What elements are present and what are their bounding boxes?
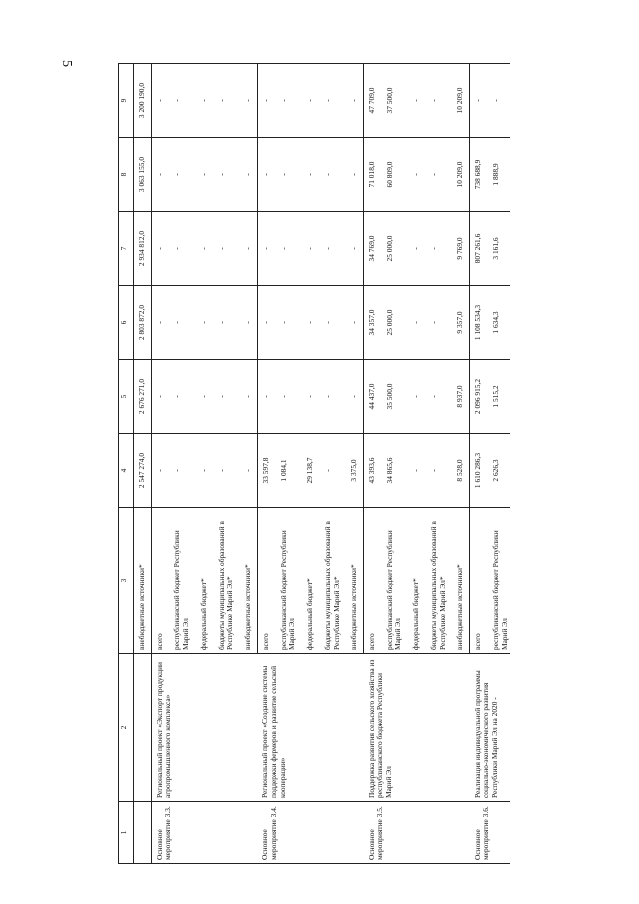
- value-cell: 1 634,3: [484, 286, 510, 360]
- value-cell: -: [210, 286, 236, 360]
- value-cell: -: [165, 360, 191, 434]
- header-cell: 2: [119, 654, 134, 802]
- value-cell: -: [236, 64, 257, 138]
- page-number: 5: [59, 60, 74, 67]
- value-cell: -: [151, 138, 165, 212]
- value-cell: -: [470, 64, 484, 138]
- measure-cell: Основное мероприятие 3.5.: [364, 802, 470, 864]
- value-cell: -: [257, 212, 271, 286]
- funding-source-cell: бюджеты муниципальных образований в Республике Марий Эл*: [210, 508, 236, 654]
- value-cell: 37 500,0: [378, 64, 404, 138]
- value-cell: 34 357,0: [364, 286, 378, 360]
- funding-source-cell: федеральный бюджет*: [192, 508, 210, 654]
- value-cell: -: [422, 138, 448, 212]
- value-cell: 3 161,6: [484, 212, 510, 286]
- value-cell: 43 393,6: [364, 434, 378, 508]
- value-cell: -: [298, 360, 316, 434]
- value-cell: 8 528,0: [448, 434, 469, 508]
- value-cell: -: [165, 138, 191, 212]
- rotated-table-container: [118, 64, 638, 864]
- measure-name-cell: Реализация индивидуальной программы социально-экономического развития Республики Марий Эл на 2020 -: [470, 654, 511, 802]
- funding-source-cell: республиканский бюджет Республики Марий Эл: [484, 508, 510, 654]
- value-cell: -: [422, 360, 448, 434]
- value-cell: -: [316, 360, 342, 434]
- value-cell: -: [298, 286, 316, 360]
- funding-source-cell: республиканский бюджет Республики Марий Эл: [165, 508, 191, 654]
- value-cell: -: [316, 434, 342, 508]
- value-cell: -: [151, 360, 165, 434]
- funding-source-cell: внебюджетные источники*: [236, 508, 257, 654]
- header-cell: 8: [119, 138, 134, 212]
- value-cell: -: [342, 360, 363, 434]
- value-cell: -: [192, 212, 210, 286]
- measure-name-cell: Региональный проект «Создание системы поддержки фермеров и развитие сельской кооперации»: [257, 654, 363, 802]
- value-cell: -: [210, 212, 236, 286]
- value-cell: -: [272, 360, 298, 434]
- table-row: [134, 64, 152, 864]
- value-cell: -: [484, 64, 510, 138]
- funding-source-cell: республиканский бюджет Республики Марий Эл: [378, 508, 404, 654]
- value-cell: 9 357,0: [448, 286, 469, 360]
- header-cell: 9: [119, 64, 134, 138]
- value-cell: -: [422, 434, 448, 508]
- value-cell: -: [298, 212, 316, 286]
- table-body: [134, 64, 511, 864]
- value-cell: -: [192, 138, 210, 212]
- value-cell: -: [210, 360, 236, 434]
- header-cell: 3: [119, 508, 134, 654]
- table-row: [470, 64, 484, 864]
- funding-source-cell: всего: [257, 508, 271, 654]
- value-cell: 29 138,7: [298, 434, 316, 508]
- value-cell: -: [342, 286, 363, 360]
- value-cell: 1 515,2: [484, 360, 510, 434]
- value-cell: -: [210, 64, 236, 138]
- value-cell: -: [151, 286, 165, 360]
- measure-name-cell: [134, 654, 152, 802]
- value-cell: -: [404, 138, 422, 212]
- value-cell: -: [151, 64, 165, 138]
- value-cell: -: [342, 64, 363, 138]
- value-cell: -: [272, 286, 298, 360]
- value-cell: 738 688,9: [470, 138, 484, 212]
- header-row: [119, 64, 134, 864]
- value-cell: 3 375,0: [342, 434, 363, 508]
- value-cell: -: [257, 64, 271, 138]
- value-cell: 2 626,3: [484, 434, 510, 508]
- value-cell: -: [165, 64, 191, 138]
- header-cell: 4: [119, 434, 134, 508]
- header-cell: 6: [119, 286, 134, 360]
- funding-source-cell: всего: [364, 508, 378, 654]
- value-cell: 2 096 915,2: [470, 360, 484, 434]
- value-cell: -: [404, 360, 422, 434]
- measure-cell: [134, 802, 152, 864]
- value-cell: -: [316, 286, 342, 360]
- value-cell: -: [298, 64, 316, 138]
- value-cell: 2 934 812,0: [134, 212, 152, 286]
- value-cell: 71 018,0: [364, 138, 378, 212]
- value-cell: 47 709,0: [364, 64, 378, 138]
- value-cell: -: [192, 286, 210, 360]
- value-cell: -: [272, 212, 298, 286]
- funding-source-cell: бюджеты муниципальных образований в Республике Марий Эл*: [422, 508, 448, 654]
- measure-cell: Основное мероприятие 3.4.: [257, 802, 363, 864]
- value-cell: -: [257, 286, 271, 360]
- value-cell: -: [404, 212, 422, 286]
- value-cell: 1 888,9: [484, 138, 510, 212]
- value-cell: -: [316, 64, 342, 138]
- value-cell: -: [404, 434, 422, 508]
- value-cell: 35 500,0: [378, 360, 404, 434]
- funding-source-cell: внебюджетные источники*: [448, 508, 469, 654]
- value-cell: 33 597,8: [257, 434, 271, 508]
- value-cell: -: [151, 212, 165, 286]
- value-cell: 34 769,0: [364, 212, 378, 286]
- value-cell: 3 200 190,0: [134, 64, 152, 138]
- header-cell: 1: [119, 802, 134, 864]
- value-cell: -: [165, 212, 191, 286]
- value-cell: 60 809,0: [378, 138, 404, 212]
- value-cell: -: [422, 64, 448, 138]
- funding-source-cell: внебюджетные источники*: [134, 508, 152, 654]
- value-cell: -: [272, 138, 298, 212]
- value-cell: 807 261,6: [470, 212, 484, 286]
- funding-source-cell: федеральный бюджет*: [404, 508, 422, 654]
- value-cell: 8 937,0: [448, 360, 469, 434]
- measure-name-cell: Поддержка развития сельского хозяйства из республиканского бюджета Республики Марий Эл: [364, 654, 470, 802]
- value-cell: -: [272, 64, 298, 138]
- value-cell: -: [192, 434, 210, 508]
- value-cell: -: [165, 434, 191, 508]
- funding-source-cell: республиканский бюджет Республики Марий Эл: [272, 508, 298, 654]
- value-cell: -: [316, 212, 342, 286]
- value-cell: -: [151, 434, 165, 508]
- value-cell: 2 547 274,0: [134, 434, 152, 508]
- value-cell: -: [192, 360, 210, 434]
- value-cell: -: [342, 138, 363, 212]
- value-cell: -: [422, 286, 448, 360]
- value-cell: 3 063 155,0: [134, 138, 152, 212]
- value-cell: -: [257, 360, 271, 434]
- table-row: [364, 64, 378, 864]
- funding-source-cell: всего: [151, 508, 165, 654]
- value-cell: -: [236, 360, 257, 434]
- value-cell: 25 000,0: [378, 212, 404, 286]
- value-cell: -: [422, 212, 448, 286]
- table-row: [151, 64, 165, 864]
- value-cell: 10 209,0: [448, 138, 469, 212]
- value-cell: -: [298, 138, 316, 212]
- value-cell: -: [210, 138, 236, 212]
- value-cell: -: [236, 212, 257, 286]
- value-cell: 44 437,0: [364, 360, 378, 434]
- value-cell: -: [236, 138, 257, 212]
- funding-source-cell: всего: [470, 508, 484, 654]
- value-cell: 10 209,0: [448, 64, 469, 138]
- value-cell: 1 610 286,3: [470, 434, 484, 508]
- funding-source-cell: федеральный бюджет*: [298, 508, 316, 654]
- table-row: [257, 64, 271, 864]
- measure-cell: Основное мероприятие 3.6.: [470, 802, 511, 864]
- value-cell: -: [257, 138, 271, 212]
- header-cell: 5: [119, 360, 134, 434]
- value-cell: 2 803 872,0: [134, 286, 152, 360]
- funding-source-cell: внебюджетные источники*: [342, 508, 363, 654]
- value-cell: -: [236, 286, 257, 360]
- value-cell: -: [316, 138, 342, 212]
- value-cell: -: [404, 64, 422, 138]
- value-cell: -: [404, 286, 422, 360]
- value-cell: 1 108 534,3: [470, 286, 484, 360]
- value-cell: 34 865,6: [378, 434, 404, 508]
- value-cell: -: [342, 212, 363, 286]
- measure-name-cell: Региональный проект «Экспорт продукции агропромышленного комплекса»: [151, 654, 257, 802]
- value-cell: -: [210, 434, 236, 508]
- value-cell: -: [192, 64, 210, 138]
- funding-source-cell: бюджеты муниципальных образований в Республике Марий Эл*: [316, 508, 342, 654]
- value-cell: 2 676 271,0: [134, 360, 152, 434]
- header-cell: 7: [119, 212, 134, 286]
- value-cell: -: [236, 434, 257, 508]
- value-cell: -: [165, 286, 191, 360]
- financing-table: [118, 63, 510, 864]
- value-cell: 9 769,0: [448, 212, 469, 286]
- measure-cell: Основное мероприятие 3.3.: [151, 802, 257, 864]
- value-cell: 1 084,1: [272, 434, 298, 508]
- value-cell: 25 000,0: [378, 286, 404, 360]
